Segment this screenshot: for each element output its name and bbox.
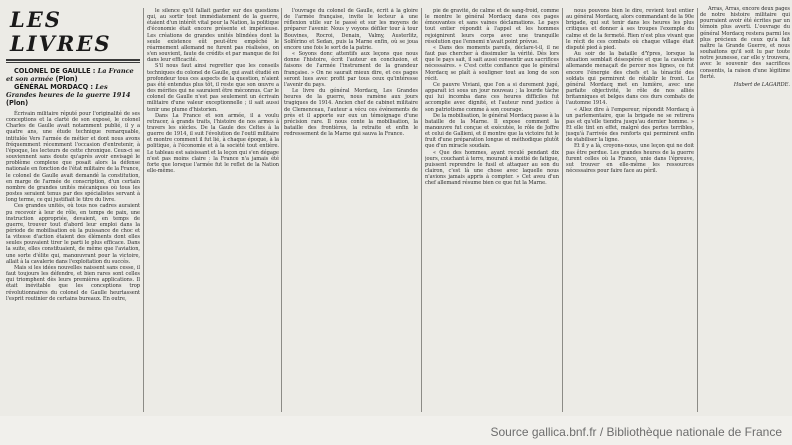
- article-paragraph: « Allez dire à l'empereur, répondit Mordacq à un parlementaire, que la brigade ne se retirera pas et qu'elle tiendra jusqu'au dernier homme. » Et elle tint en effet, malgré des pertes terribles, jusqu'à l'arrivée des renforts qui permirent enfin de stabiliser la ligne.: [566, 106, 694, 144]
- column-rule: [421, 8, 422, 412]
- footer-bar: [0, 416, 792, 445]
- article-paragraph: Ces grandes unités, où tous nos cadres auraient pu recevoir à leur de rôle, en temps de paix, une instruction appropriée, devaient, en temps de guerre, trouver tout d'abord leur emploi dans la période de mobilisation où la puissance de choc et la vitesse d'action étaient des éléments dont elles seules pouvaient tirer le parti le plus efficace. Dans la suite, elles constituaient, de même que l'aviation, une sorte d'élite qui, manœuvrant pour la victoire, allait à la cavalerie dans l'exploitation du succès.: [6, 203, 140, 265]
- article-paragraph: Au soir de la bataille d'Ypres, lorsque la situation semblait désespérée et que la cavalerie allemande menaçait de percer nos lignes, ce fut encore l'énergie des chefs et la ténacité des soldats qui permirent de rétablir le front. Le général Mordacq met en lumière, avec une parfaite objectivité, le rôle de nos alliés britanniques et belges dans ces durs combats de l'automne 1914.: [566, 51, 694, 107]
- book-author: COLONEL DE GAULLE :: [14, 67, 96, 75]
- article-paragraph: le silence qu'il fallait garder sur des questions qui, au sortir tout immédiatement de la guerre, étaient d'un intérêt vital pour la Nation, la politique d'économie était encore présente et impérieuse. Les créations de grandes unités blindées dont la seule existence eût peut-être empêché le réarmement allemand ne furent pas réalisées, on s'en souvient, faute de crédits et par manque de foi dans leur efficacité.: [147, 8, 279, 64]
- column-rule: [562, 8, 563, 412]
- book-title: La France et son armée: [6, 67, 134, 83]
- column-5: [566, 8, 694, 414]
- book-heading: [6, 67, 140, 83]
- article-paragraph: l'ouvrage du colonel de Gaulle, écrit à la gloire de l'armée française, invite le lecteur à une réflexion utile sur le passé et sur les moyens de préparer l'avenir. Nous y voyons défiler tour à tour Bouvines, Rocroi, Denain, Valmy, Austerlitz, Solférino et Sedan, puis la Marne enfin, où se joua encore une fois le sort de la patrie.: [284, 8, 418, 51]
- masthead-rule: [6, 59, 140, 61]
- article-paragraph: S'il nous faut ainsi regretter que les conseils techniques du colonel de Gaulle, qui avait étudié en profondeur tous ces aspects de la question, n'aient pas été entendus plus tôt, il reste que son œuvre a des mérites qui ne sauraient être méconnus. Car le colonel de Gaulle n'est pas seulement un écrivain militaire d'une valeur exceptionnelle ; il sait aussi tenir une plume d'historien.: [147, 63, 279, 113]
- column-rule: [281, 8, 282, 412]
- article-paragraph: « Dans des moments pareils, déclare-t-il, il ne faut pas chercher à dissimuler la vérité. Dès lors que le pays sait, il sait aussi consentir aux sacrifices nécessaires. » C'est cette confiance que le général Mordacq se plaît à souligner tout au long de son récit.: [425, 44, 559, 82]
- article-paragraph: pie de gravité, de calme et de sang-froid, comme le montre le général Mordacq dans ces pages émouvantes et sans vaines déclamations. Le pays tout entier répondit à l'appel et les hommes rejoignirent leurs corps avec une tranquille résolution que l'ennemi n'avait point prévue.: [425, 8, 559, 45]
- column-rule: [143, 8, 144, 412]
- book-publisher: (Plon): [6, 99, 29, 107]
- column-rule: [697, 8, 698, 412]
- article-paragraph: Et il y a là, croyons-nous, une leçon qui ne doit pas être perdue. Les grandes heures de la guerre furent celles où la France, unie dans l'épreuve, sut trouver en elle-même les ressources nécessaires pour faire face au péril.: [566, 143, 694, 175]
- article-paragraph: « Soyons donc attentifs aux leçons que nous donne l'histoire, écrit l'auteur en conclusion, et faisons de l'armée l'instrument de la grandeur française. » On ne saurait mieux dire, et ces pages seront lues avec profit par tous ceux qu'intéresse l'avenir du pays.: [284, 51, 418, 88]
- masthead-rule-thin: [6, 62, 140, 63]
- column-4: [425, 8, 559, 414]
- article-paragraph: Dans La France et son armée, il a voulu retracer, à grands traits, l'histoire de nos armes à travers les siècles. De la Gaule des Celtes à la guerre de 1914, il suit l'évolution de l'outil militaire et montre comment il fut lié, à chaque époque, à la politique, à l'économie et à la société tout entière. Le tableau est saisissant et la leçon qui s'en dégage n'est pas moins claire : la France n'a jamais été forte que lorsque l'armée fut le reflet de la Nation elle-même.: [147, 112, 279, 175]
- source-credit: Source gallica.bnf.fr / Bibliothèque nationale de France: [490, 425, 782, 439]
- column-6: [700, 6, 790, 412]
- column-1: [6, 8, 140, 414]
- article-paragraph: Ce pauvre Viviani, que l'on a si durement jugé, apparaît ici sous un jour nouveau ; la lourde tâche qui lui incomba dans ces heures difficiles fut accomplie avec dignité, et l'auteur rend justice à son patriotisme comme à son courage.: [425, 81, 559, 113]
- book-heading: [6, 83, 140, 107]
- article-paragraph: Mais si les idées nouvelles naissent sans cesse, il faut toujours les défendre, et bien rares sont celles qui triomphent dès leurs premières applications. Il était inévitable que les conceptions trop révolutionnaires du colonel de Gaulle heurtassent l'esprit routinier de certains bureaux. En outre,: [6, 264, 140, 302]
- article-paragraph: Arras, Arras, encore deux pages de notre histoire militaire qui pourraient avoir été écrites par un témoin plus averti. L'ouvrage du général Mordacq restera parmi les plus précieux de ceux qu'a fait naître la Grande Guerre, et nous souhaitons qu'il soit lu par toute notre jeunesse, car elle y trouvera, avec le souvenir des sacrifices consentis, la raison d'une légitime fierté.: [700, 6, 790, 80]
- section-masthead: LES LIVRES: [10, 8, 112, 56]
- article-paragraph: nous pouvons bien le dire, revient tout entier au général Mordacq, alors commandant de la 90e brigade, qui sut tenir dans les heures les plus critiques et donner à ses troupes l'exemple du calme et de la fermeté. Rien n'est plus vivant que le récit de ces combats où chaque village était disputé pied à pied.: [566, 8, 694, 51]
- column-3: [284, 8, 418, 414]
- article-paragraph: Écrivain militaire réputé pour l'originalité de ses conceptions et la clarté de son exposé, le colonel Charles de Gaulle avait notamment publié, il y a quatre ans, une étude technique remarquable, intitulée Vers l'armée de métier et dont nous avons fréquemment récemment l'occasion d'entretenir, à l'époque, les lecteurs de cette chronique. Ceux-ci se souviennent sans doute qu'après avoir envisagé le problème complexe que posait alors la défense nationale en fonction de l'état militaire de la France, le colonel de Gaulle avait demandé la constitution, en marge de l'armée de conscription, d'un certain nombre de grandes unités mécaniques où tous les postes seraient tenus par des spécialistes servant à long terme, ce qui justifiait le titre du livre.: [6, 111, 140, 204]
- article-paragraph: Le livre du général Mordacq, Les Grandes heures de la guerre, nous ramène aux jours tragiques de 1914. Ancien chef de cabinet militaire de Clemenceau, l'auteur a vécu ces événements de près et il apporte sur eux un témoignage d'une précision rare. Il nous conte la mobilisation, la bataille des frontières, la retraite et enfin le redressement de la Marne qui sauva la France.: [284, 88, 418, 138]
- article-paragraph: De la mobilisation, le général Mordacq passe à la bataille de la Marne. Il expose comment la manœuvre fut conçue et exécutée, le rôle de Joffre et celui de Gallieni, et il montre que la victoire fut le fruit d'une préparation longue et méthodique plutôt que d'un miracle soudain.: [425, 112, 559, 150]
- book-author: GÉNÉRAL MORDACQ :: [14, 83, 93, 91]
- article-paragraph: « Que des hommes, ayant reculé pendant dix jours, couchant à terre, mourant à moitié de fatigue, puissent reprendre le fusil et attaquer au son du clairon, c'est là une chose avec laquelle nous n'avions jamais appris à compter. » Cet aveu d'un chef allemand résume bien ce que fut la Marne.: [425, 149, 559, 187]
- author-signature: Hubert de LAGARDE.: [733, 81, 790, 88]
- column-2: [147, 8, 279, 414]
- book-publisher: (Plon): [55, 75, 78, 83]
- book-title: Les Grandes heures de la guerre 1914: [6, 83, 131, 99]
- books-reviewed: [6, 67, 140, 107]
